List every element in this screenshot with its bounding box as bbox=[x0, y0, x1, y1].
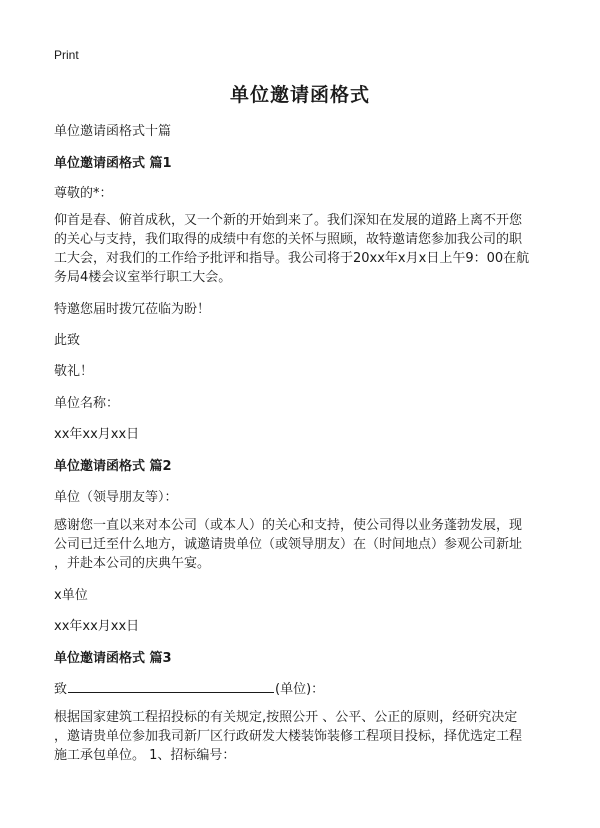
document-subtitle: 单位邀请函格式十篇 bbox=[54, 124, 172, 139]
body-line: 感谢您一直以来对本公司（或本人）的关心和支持，使公司得以业务蓬勃发展，现 bbox=[54, 518, 523, 533]
body-line: 仰首是春、俯首成秋，又一个新的开始到来了。我们深知在发展的道路上离不开您 bbox=[54, 213, 523, 228]
section-1-closing-1: 此致 bbox=[54, 333, 81, 348]
section-1-salutation: 尊敬的*： bbox=[54, 186, 113, 201]
body-line: 施工承包单位。 1、招标编号： bbox=[54, 748, 236, 763]
section-3-to-line bbox=[54, 678, 324, 697]
blank-underline bbox=[68, 680, 274, 693]
section-1-org-label: 单位名称： bbox=[54, 396, 120, 411]
body-line: 工大会，对我们的工作给予批评和指导。我公司将于20xx年x月x日上午9：00在航 bbox=[54, 251, 530, 266]
body-line: 务局4楼会议室举行职工大会。 bbox=[54, 270, 232, 285]
body-line: 的关心与支持，我们取得的成绩中有您的关怀与照顾，故特邀请您参加我公司的职 bbox=[54, 232, 523, 247]
section-1-closing-2: 敬礼！ bbox=[54, 364, 94, 379]
body-line: ，邀请贵单位参加我司新厂区行政研发大楼装饰装修工程项目投标，择优选定工程 bbox=[54, 729, 523, 744]
section-1-body bbox=[54, 211, 550, 287]
section-2-body bbox=[54, 516, 550, 573]
document-title: 单位邀请函格式 bbox=[229, 84, 370, 106]
section-2-heading: 单位邀请函格式 篇2 bbox=[54, 459, 172, 474]
section-1-invite-line: 特邀您届时拨冗莅临为盼！ bbox=[54, 302, 211, 317]
section-2-date: xx年xx月xx日 bbox=[54, 619, 140, 634]
to-suffix: (单位)： bbox=[275, 682, 325, 697]
section-2-signature: x单位 bbox=[54, 588, 88, 603]
section-1-date: xx年xx月xx日 bbox=[54, 427, 140, 442]
to-prefix: 致 bbox=[54, 682, 68, 697]
section-3-body bbox=[54, 708, 550, 765]
body-line: ，并赴本公司的庆典午宴。 bbox=[54, 556, 211, 571]
section-3-heading: 单位邀请函格式 篇3 bbox=[54, 651, 172, 666]
body-line: 根据国家建筑工程招投标的有关规定,按照公开 、公平、公正的原则，经研究决定 bbox=[54, 710, 518, 725]
print-label: Print bbox=[54, 48, 79, 62]
body-line: 公司已迁至什么地方，诚邀请贵单位（或领导朋友）在（时间地点）参观公司新址 bbox=[54, 537, 523, 552]
section-2-salutation: 单位（领导朋友等）： bbox=[54, 490, 178, 505]
section-1-heading: 单位邀请函格式 篇1 bbox=[54, 156, 172, 171]
